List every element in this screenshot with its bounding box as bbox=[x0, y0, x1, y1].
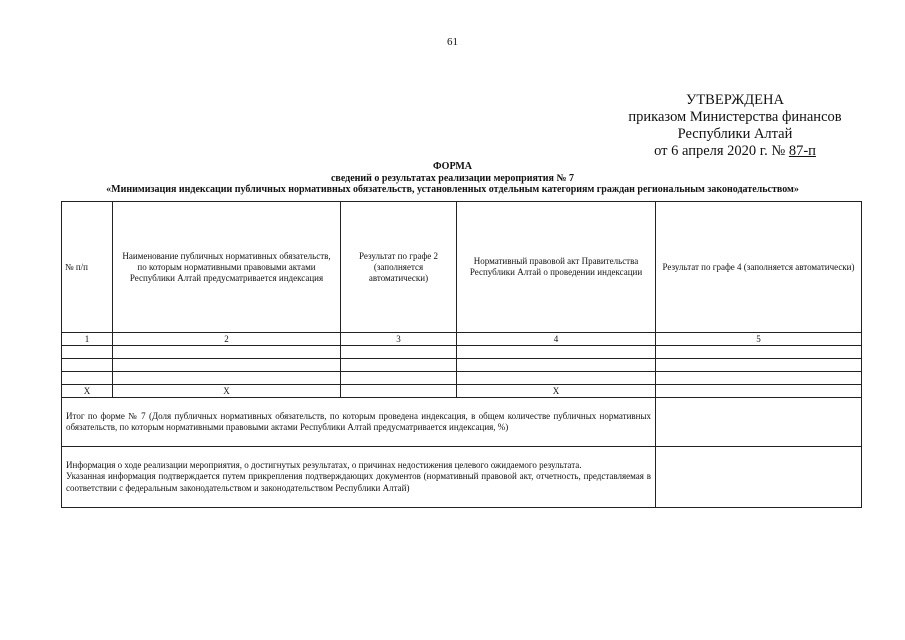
table-cell bbox=[656, 359, 862, 372]
form-title: ФОРМА bbox=[432, 161, 473, 172]
column-number: 3 bbox=[341, 333, 457, 346]
total-value-cell bbox=[656, 398, 862, 447]
form-heading bbox=[0, 161, 905, 196]
x-marker: X bbox=[457, 385, 656, 398]
table-row bbox=[62, 372, 862, 385]
header-cell-result-col4: Результат по графе 4 (заполняется автоматически) bbox=[656, 202, 862, 333]
table-cell bbox=[656, 346, 862, 359]
column-number: 5 bbox=[656, 333, 862, 346]
info-text-documents: Указанная информация подтверждается путем прикрепления подтверждающих документов (нормативный правовой акт, отчетность, представляемая в соответствии с федеральным законодательством и законодательством Республики Алтай) bbox=[66, 471, 651, 493]
table-cell bbox=[656, 385, 862, 398]
header-cell-result-col2: Результат по графе 2 (заполняется автоматически) bbox=[341, 202, 457, 333]
total-row bbox=[62, 398, 862, 447]
column-number-row bbox=[62, 333, 862, 346]
table-cell bbox=[113, 372, 341, 385]
table-cell bbox=[457, 372, 656, 385]
header-cell-number: № п/п bbox=[62, 202, 113, 333]
table-cell bbox=[341, 385, 457, 398]
total-description: Итог по форме № 7 (Доля публичных нормативных обязательств, по которым проведена индексация, в общем количестве публичных нормативных обязательств, по которым нормативными правовыми актами Республики Алтай предусматривается индексация, %) bbox=[62, 398, 656, 447]
x-marker: X bbox=[113, 385, 341, 398]
info-description bbox=[62, 447, 656, 508]
column-number: 4 bbox=[457, 333, 656, 346]
approval-region: Республики Алтай bbox=[677, 126, 793, 142]
approval-order: приказом Министерства финансов bbox=[628, 109, 842, 125]
info-row bbox=[62, 447, 862, 508]
table-cell bbox=[341, 346, 457, 359]
table-cell bbox=[457, 359, 656, 372]
table-cell bbox=[341, 372, 457, 385]
approval-title: УТВЕРЖДЕНА bbox=[686, 92, 784, 108]
x-marker: X bbox=[62, 385, 113, 398]
results-table bbox=[61, 201, 862, 508]
table-cell bbox=[113, 359, 341, 372]
approval-order-number: 87-п bbox=[788, 143, 816, 159]
column-number: 1 bbox=[62, 333, 113, 346]
approval-stamp bbox=[600, 92, 870, 160]
table-cell bbox=[113, 346, 341, 359]
table-cell bbox=[457, 346, 656, 359]
table-row bbox=[62, 346, 862, 359]
x-marker-row bbox=[62, 385, 862, 398]
approval-date bbox=[600, 143, 870, 160]
approval-date-prefix: от 6 апреля 2020 г. № bbox=[654, 143, 789, 159]
table-cell bbox=[62, 346, 113, 359]
table-cell bbox=[341, 359, 457, 372]
form-name: «Минимизация индексации публичных нормативных обязательств, установленных отдельным категориям граждан региональным законодательством» bbox=[106, 184, 799, 195]
form-subtitle: сведений о результатах реализации мероприятия № 7 bbox=[330, 172, 575, 184]
table-row bbox=[62, 359, 862, 372]
table-header-row bbox=[62, 202, 862, 333]
info-text-progress: Информация о ходе реализации мероприятия, о достигнутых результатах, о причинах недостижения целевого ожидаемого результата. bbox=[66, 459, 582, 470]
table-cell bbox=[62, 359, 113, 372]
page-number: 61 bbox=[447, 36, 458, 48]
info-value-cell bbox=[656, 447, 862, 508]
header-cell-obligations: Наименование публичных нормативных обязательств, по которым нормативными правовыми актами Республики Алтай предусматривается индексация bbox=[113, 202, 341, 333]
column-number: 2 bbox=[113, 333, 341, 346]
header-cell-legal-act: Нормативный правовой акт Правительства Республики Алтай о проведении индексации bbox=[457, 202, 656, 333]
table-cell bbox=[62, 372, 113, 385]
table-cell bbox=[656, 372, 862, 385]
